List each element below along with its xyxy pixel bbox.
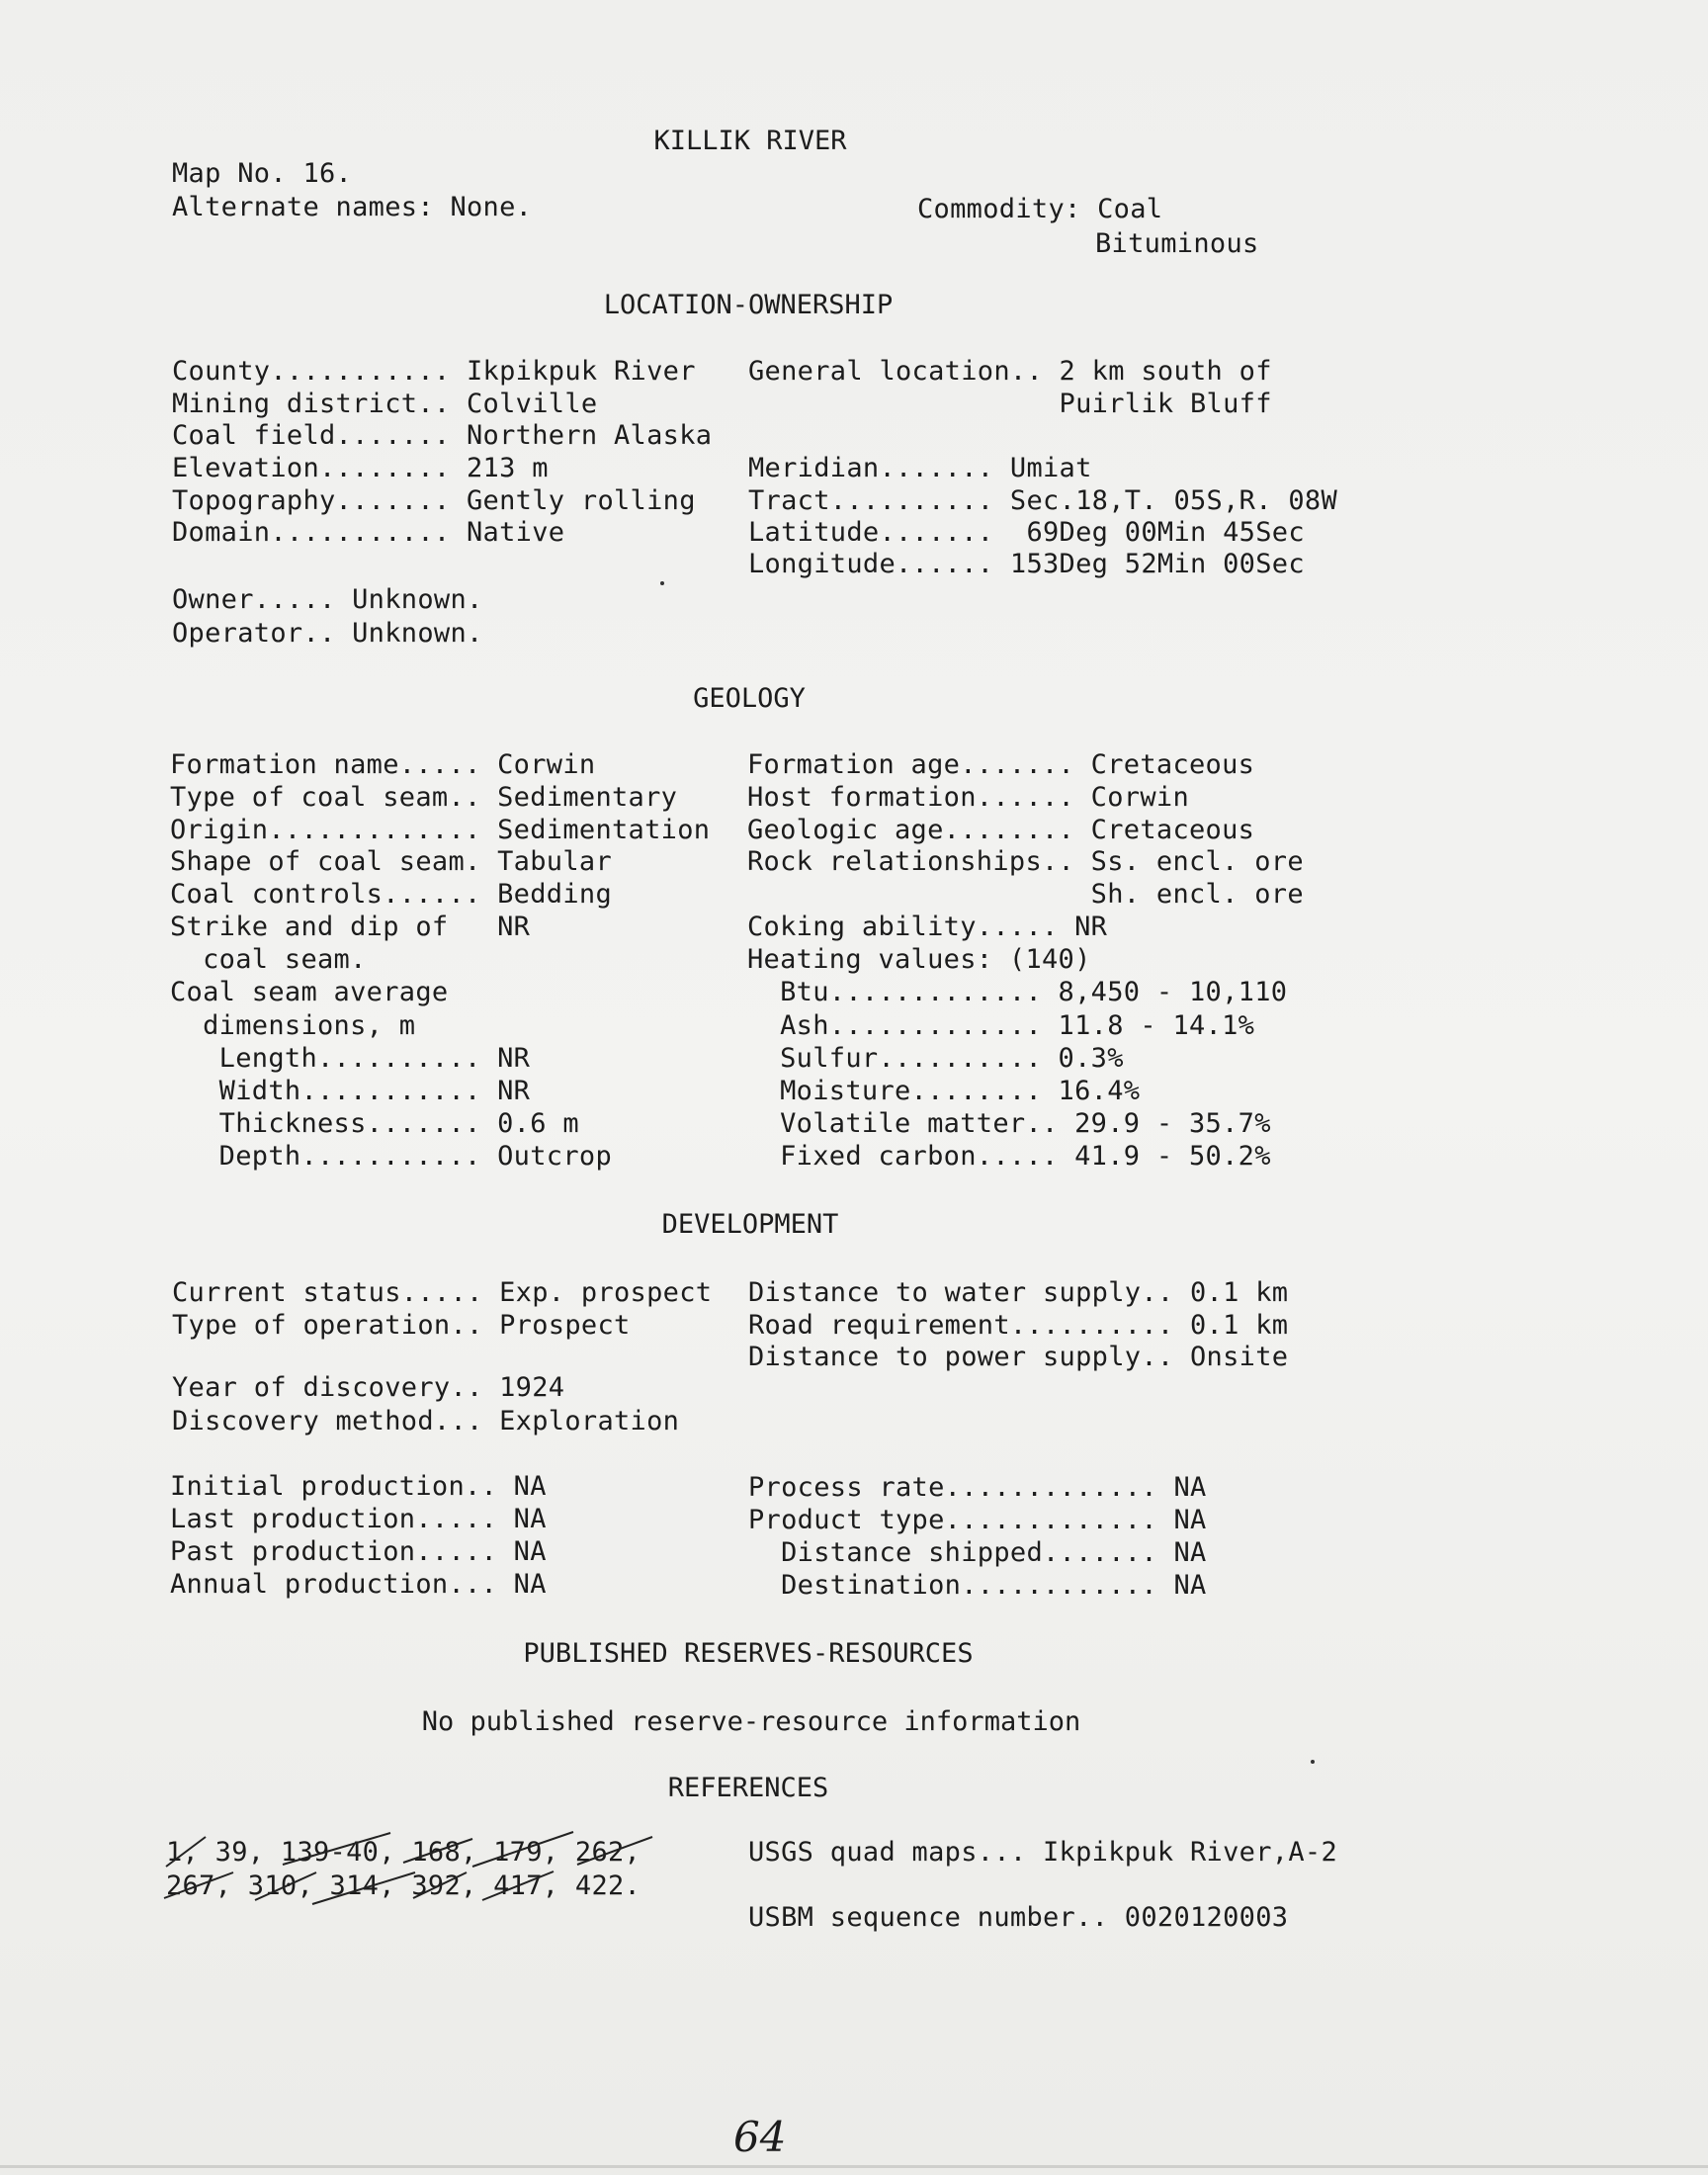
- geology-field: Volatile matter.. 29.9 - 35.7%: [747, 1108, 1271, 1139]
- geology-field: Shape of coal seam. Tabular: [170, 846, 612, 877]
- geology-field: Rock relationships.. Ss. encl. ore: [747, 846, 1304, 877]
- geology-field: Fixed carbon..... 41.9 - 50.2%: [747, 1141, 1271, 1172]
- geology-field: Coal controls...... Bedding: [170, 879, 612, 910]
- commodity-type: Bituminous: [1095, 228, 1259, 259]
- development-field: Destination............ NA: [748, 1570, 1207, 1601]
- geology-field: Length.......... NR: [170, 1043, 531, 1074]
- location-field: Meridian....... Umiat: [748, 453, 1092, 483]
- development-field: Distance to power supply.. Onsite: [748, 1342, 1289, 1372]
- development-field: Annual production... NA: [170, 1569, 547, 1600]
- development-field: Last production..... NA: [170, 1504, 547, 1534]
- location-field: Latitude....... 69Deg 00Min 45Sec: [748, 517, 1305, 548]
- development-field: Distance shipped....... NA: [748, 1537, 1207, 1568]
- section-heading-development: DEVELOPMENT: [661, 1209, 839, 1240]
- geology-field: Depth........... Outcrop: [170, 1141, 612, 1172]
- geology-field: Type of coal seam.. Sedimentary: [170, 782, 678, 813]
- location-field: Mining district.. Colville: [172, 389, 598, 419]
- development-field: Year of discovery.. 1924: [172, 1372, 565, 1403]
- record-title: KILLIK RIVER: [653, 126, 847, 156]
- development-field: Type of operation.. Prospect: [172, 1310, 631, 1341]
- section-heading-geology: GEOLOGY: [693, 683, 806, 714]
- location-field: General location.. 2 km south of: [748, 356, 1272, 387]
- location-field: Coal field....... Northern Alaska: [172, 420, 713, 451]
- reference-numbers-line-1: 1, 39, 139-40, 168, 179, 262,: [166, 1837, 641, 1868]
- geology-field: Btu............. 8,450 - 10,110: [747, 977, 1288, 1007]
- geology-field: Thickness....... 0.6 m: [170, 1108, 579, 1139]
- stray-mark: [1311, 1760, 1315, 1764]
- geology-field: Coal seam average: [170, 977, 449, 1007]
- geology-field: Heating values: (140): [747, 944, 1091, 975]
- location-field: County........... Ikpikpuk River: [172, 356, 696, 387]
- geology-field: Geologic age........ Cretaceous: [747, 815, 1255, 845]
- location-field: Longitude...... 153Deg 52Min 00Sec: [748, 549, 1305, 579]
- geology-field: Formation name..... Corwin: [170, 749, 596, 780]
- stray-mark: [660, 581, 664, 585]
- geology-field: Origin............. Sedimentation: [170, 815, 711, 845]
- section-heading-location: LOCATION-OWNERSHIP: [603, 290, 894, 320]
- geology-field: Formation age....... Cretaceous: [747, 749, 1255, 780]
- geology-field: Sulfur.......... 0.3%: [747, 1043, 1124, 1074]
- location-field: Elevation........ 213 m: [172, 453, 549, 483]
- owner: Owner..... Unknown.: [172, 584, 483, 615]
- geology-field: coal seam.: [170, 944, 367, 975]
- geology-field: Strike and dip of NR: [170, 912, 531, 942]
- usbm-sequence-number: USBM sequence number.. 0020120003: [748, 1902, 1289, 1933]
- section-heading-reserves: PUBLISHED RESERVES-RESOURCES: [523, 1638, 974, 1669]
- location-field: Topography....... Gently rolling: [172, 485, 696, 516]
- commodity: Commodity: Coal: [917, 194, 1163, 224]
- development-field: Process rate............. NA: [748, 1472, 1207, 1503]
- geology-field: Width........... NR: [170, 1076, 531, 1106]
- geology-field: Moisture........ 16.4%: [747, 1076, 1141, 1106]
- map-number: Map No. 16.: [172, 158, 353, 189]
- page-bottom-edge: [0, 2165, 1708, 2168]
- geology-field: Sh. encl. ore: [747, 879, 1304, 910]
- geology-field: dimensions, m: [170, 1010, 416, 1041]
- section-heading-references: REFERENCES: [667, 1773, 829, 1803]
- location-field: Puirlik Bluff: [748, 389, 1272, 419]
- operator: Operator.. Unknown.: [172, 618, 483, 649]
- reserves-text: No published reserve-resource information: [421, 1706, 1081, 1737]
- geology-field: Coking ability..... NR: [747, 912, 1108, 942]
- development-field: Current status..... Exp. prospect: [172, 1277, 713, 1308]
- geology-field: Ash............. 11.8 - 14.1%: [747, 1010, 1255, 1041]
- usgs-quad-maps: USGS quad maps... Ikpikpuk River,A-2: [748, 1837, 1337, 1868]
- reference-numbers-line-2: 267, 310, 314, 392, 417, 422.: [166, 1870, 641, 1901]
- development-field: Discovery method... Exploration: [172, 1406, 680, 1436]
- development-field: Product type............. NA: [748, 1505, 1207, 1535]
- geology-field: Host formation...... Corwin: [747, 782, 1189, 813]
- alternate-names: Alternate names: None.: [172, 192, 533, 222]
- development-field: Past production..... NA: [170, 1536, 547, 1567]
- development-field: Road requirement.......... 0.1 km: [748, 1310, 1289, 1341]
- handwritten-page-number: 64: [733, 2113, 787, 2161]
- development-field: Initial production.. NA: [170, 1471, 547, 1502]
- development-field: Distance to water supply.. 0.1 km: [748, 1277, 1289, 1308]
- location-field: Tract.......... Sec.18,T. 05S,R. 08W: [748, 485, 1337, 516]
- location-field: Domain........... Native: [172, 517, 565, 548]
